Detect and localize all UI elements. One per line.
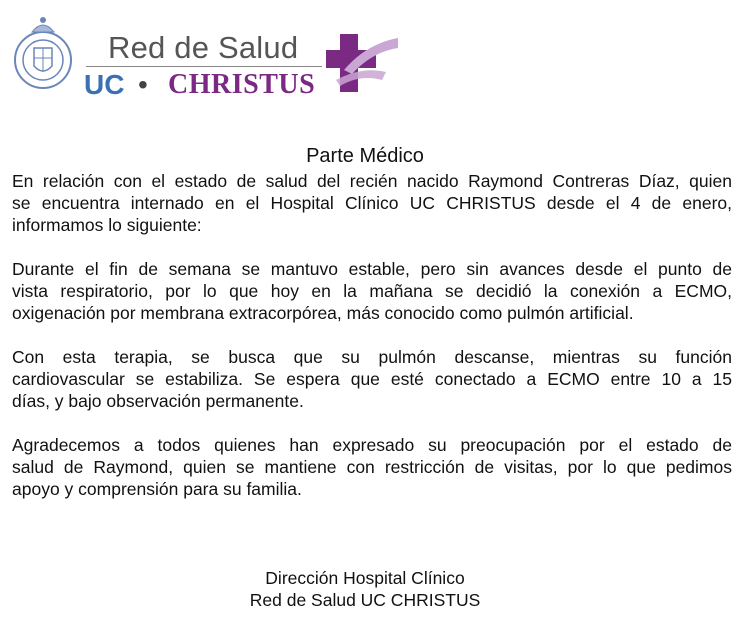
text-line: se encuentra internado en el Hospital Clínico UC CHRISTUS desde el 4 de enero, [12, 193, 732, 213]
text-line: vista respiratorio, por lo que hoy en la mañana se decidió la conexión a ECMO, [12, 281, 732, 301]
text-line: apoyo y comprensión para su familia. [12, 479, 302, 499]
university-seal-icon [12, 14, 74, 92]
text-line: Agradecemos a todos quienes han expresado su preocupación por el estado de [12, 435, 732, 455]
paragraph-4 [12, 434, 732, 500]
logo-separator: • [138, 69, 148, 100]
logo-divider [86, 66, 322, 67]
red-de-salud-uc-christus-logo [8, 8, 398, 100]
signature-line-1: Dirección Hospital Clínico [265, 568, 465, 588]
text-line: informamos lo siguiente: [12, 215, 202, 235]
text-line: Con esta terapia, se busca que su pulmón descanse, mientras su función [12, 347, 732, 367]
paragraph-1 [12, 170, 732, 236]
logo-uc: UC [84, 69, 125, 100]
christus-cross-icon [326, 30, 398, 96]
document-body [12, 170, 732, 522]
text-line: En relación con el estado de salud del recién nacido Raymond Contreras Díaz, quien [12, 171, 732, 191]
text-line: salud de Raymond, quien se mantiene con restricción de visitas, por lo que pedimos [12, 457, 732, 477]
paragraph-2 [12, 258, 732, 324]
signature-block [0, 567, 730, 611]
logo-christus: CHRISTUS [168, 69, 316, 100]
text-line: Durante el fin de semana se mantuvo estable, pero sin avances desde el punto de [12, 259, 732, 279]
signature-line-2: Red de Salud UC CHRISTUS [249, 590, 481, 610]
text-line: oxigenación por membrana extracorpórea, más conocido como pulmón artificial. [12, 303, 634, 323]
document-title: Parte Médico [306, 145, 424, 167]
text-line: cardiovascular se estabiliza. Se espera que esté conectado a ECMO entre 10 a 15 [12, 369, 732, 389]
text-line: días, y bajo observación permanente. [12, 391, 304, 411]
paragraph-3 [12, 346, 732, 412]
logo-red-de-salud: Red de Salud [108, 30, 299, 65]
